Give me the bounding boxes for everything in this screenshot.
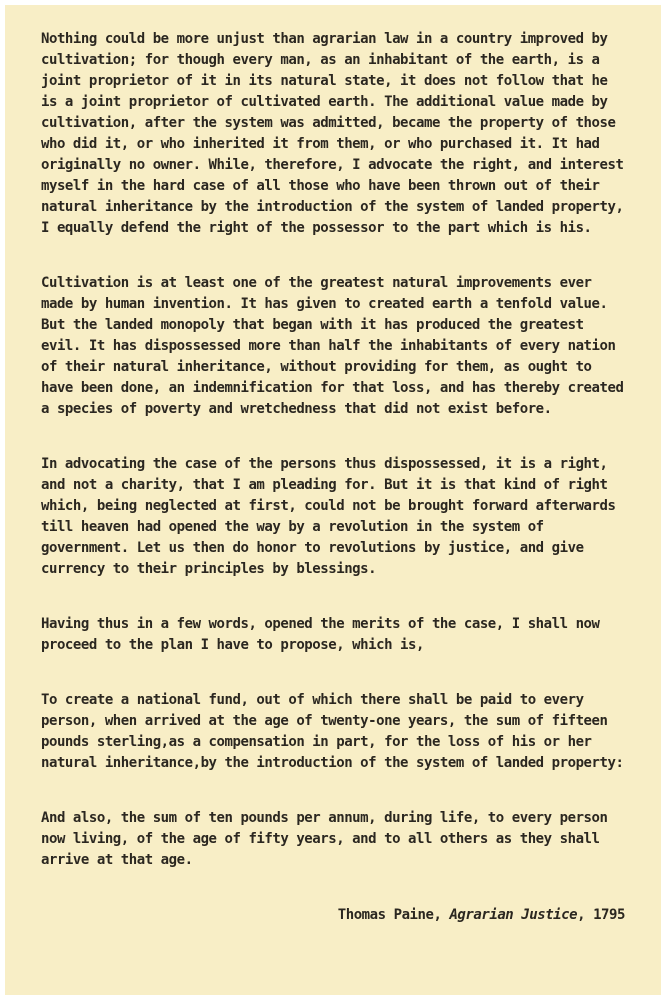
attribution-author: Thomas Paine, [337,907,450,923]
document-body [5,5,661,926]
document-page [5,5,661,995]
attribution-year: , 1795 [577,907,625,923]
paragraph-4: Having thus in a few words, opened the merits of the case, I shall now proceed to the plan I have to propose, which is, [41,616,600,653]
attribution-line [41,905,627,926]
attribution-work-title: Agrarian Justice [449,907,578,923]
paragraph-3: In advocating the case of the persons thus dispossessed, it is a right, and not a charity, that I am pleading for. But it is that kind of right which, being neglected at first, could not be brought forward afterwards till heaven had opened the way by a revolution in the system of government. Let us then do honor to revolutions by justice, and give currency to their principles by blessings. [41,456,616,577]
paragraph-6: And also, the sum of ten pounds per annum, during life, to every person now living, of the age of fifty years, and to all others as they shall arrive at that age. [41,810,608,868]
paragraph-5: To create a national fund, out of which there shall be paid to every person, when arrived at the age of twenty-one years, the sum of fifteen pounds sterling,as a compensation in part, for the loss of his or her natural inheritance,by the introduction of the system of landed property: [41,692,624,771]
paragraph-1: Nothing could be more unjust than agrarian law in a country improved by cultivation; for though every man, as an inhabitant of the earth, is a joint proprietor of it in its natural state, it does not follow that he is a joint proprietor of cultivated earth. The additional value made by cultivation, after the system was admitted, became the property of those who did it, or who inherited it from them, or who purchased it. It had originally no owner. While, therefore, I advocate the right, and interest myself in the hard case of all those who have been thrown out of their natural inheritance by the introduction of the system of landed property, I equally defend the right of the possessor to the part which is his. [41,31,624,236]
paragraph-2: Cultivation is at least one of the greatest natural improvements ever made by human invention. It has given to created earth a tenfold value. But the landed monopoly that began with it has produced the greatest evil. It has dispossessed more than half the inhabitants of every nation of their natural inheritance, without providing for them, as ought to have been done, an indemnification for that loss, and has thereby created a species of poverty and wretchedness that did not exist before. [41,275,624,417]
